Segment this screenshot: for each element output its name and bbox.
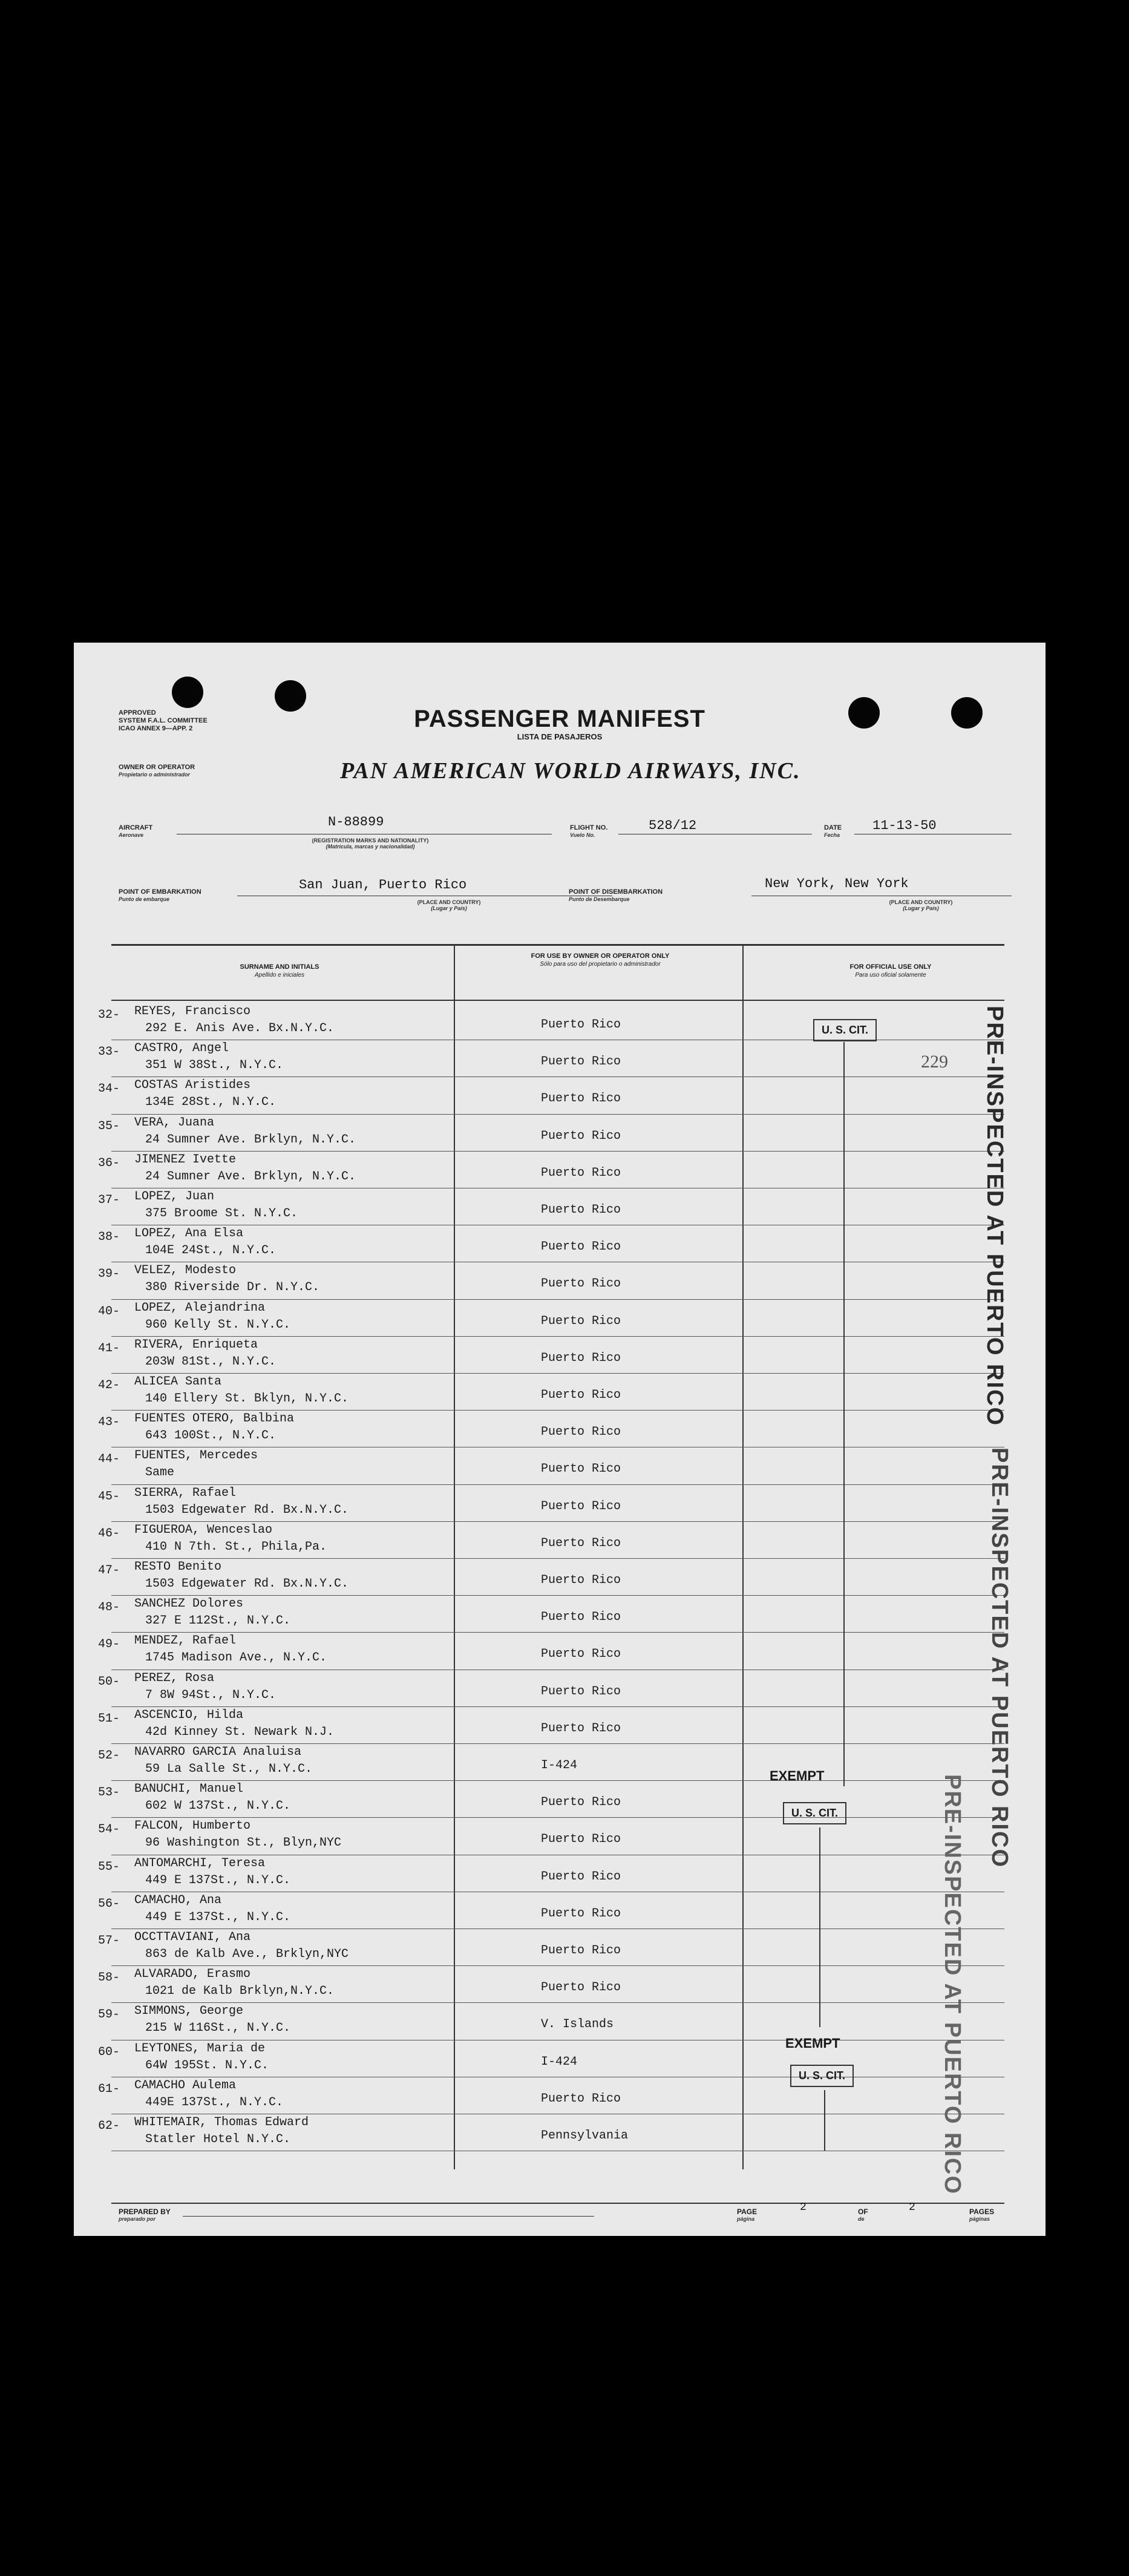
table-header-border bbox=[111, 1000, 1004, 1001]
pages-label-block bbox=[969, 2207, 994, 2222]
passenger-address: 96 Washington St., Blyn,NYC bbox=[145, 1836, 342, 1850]
row-number: 53- bbox=[98, 1786, 120, 1800]
disembark-value: New York, New York bbox=[765, 876, 909, 891]
table-top-border bbox=[111, 944, 1004, 946]
row-divider bbox=[111, 1521, 1004, 1522]
row-divider bbox=[111, 1558, 1004, 1559]
row-divider bbox=[111, 1632, 1004, 1633]
row-number: 34- bbox=[98, 1082, 120, 1096]
passenger-origin: Puerto Rico bbox=[541, 1055, 621, 1069]
column-header-owner-use-es: Sólo para uso del propietario o administrador bbox=[540, 961, 661, 968]
passenger-origin: Puerto Rico bbox=[541, 1425, 621, 1440]
row-number: 60- bbox=[98, 2045, 120, 2059]
row-number: 49- bbox=[98, 1637, 120, 1652]
flight-no-value: 528/12 bbox=[649, 818, 697, 833]
us-cit-stamp-1: U. S. CIT. bbox=[813, 1019, 877, 1041]
row-divider bbox=[111, 1373, 1004, 1374]
row-number: 40- bbox=[98, 1304, 120, 1319]
passenger-origin: Puerto Rico bbox=[541, 1906, 621, 1921]
passenger-name: FUENTES, Mercedes bbox=[134, 1449, 258, 1463]
row-divider bbox=[111, 1595, 1004, 1596]
date-label: DATE bbox=[824, 824, 842, 831]
passenger-origin: Pennsylvania bbox=[541, 2129, 629, 2143]
us-cit-line-1 bbox=[843, 1042, 845, 1786]
embark-label: POINT OF EMBARKATION bbox=[119, 888, 201, 896]
column-header-official-use bbox=[794, 963, 987, 979]
passenger-address: 449 E 137St., N.Y.C. bbox=[145, 1910, 291, 1924]
column-header-owner-use bbox=[485, 952, 715, 968]
passenger-name: MENDEZ, Rafael bbox=[134, 1634, 237, 1648]
page-label-es: página bbox=[737, 2216, 755, 2222]
passenger-name: LOPEZ, Alejandrina bbox=[134, 1300, 266, 1315]
passenger-origin: Puerto Rico bbox=[541, 1832, 621, 1847]
icao-label: ICAO ANNEX 9—APP. 2 bbox=[119, 725, 193, 732]
of-label: OF bbox=[858, 2207, 868, 2216]
passenger-address: 643 100St., N.Y.C. bbox=[145, 1429, 277, 1443]
us-cit-stamp-2: U. S. CIT. bbox=[783, 1802, 846, 1824]
row-number: 32- bbox=[98, 1008, 120, 1022]
row-number: 43- bbox=[98, 1415, 120, 1430]
passenger-address: Same bbox=[145, 1466, 175, 1480]
column-header-surname bbox=[159, 963, 401, 979]
passenger-address: Statler Hotel N.Y.C. bbox=[145, 2132, 291, 2146]
passenger-name: SIERRA, Rafael bbox=[134, 1486, 237, 1500]
row-divider bbox=[111, 1299, 1004, 1300]
passenger-name: ALVARADO, Erasmo bbox=[134, 1967, 251, 1982]
passenger-origin: Puerto Rico bbox=[541, 1684, 621, 1699]
flight-no-label-block bbox=[570, 824, 607, 838]
passenger-name: FUENTES OTERO, Balbina bbox=[134, 1412, 295, 1426]
passenger-name: ANTOMARCHI, Teresa bbox=[134, 1856, 266, 1870]
passenger-origin: Puerto Rico bbox=[541, 1092, 621, 1106]
passenger-address: 960 Kelly St. N.Y.C. bbox=[145, 1317, 291, 1332]
passenger-address: 203W 81St., N.Y.C. bbox=[145, 1354, 277, 1369]
pages-label-es: páginas bbox=[969, 2216, 990, 2222]
of-label-es: de bbox=[858, 2216, 865, 2222]
owner-label-block bbox=[119, 764, 195, 778]
date-value: 11-13-50 bbox=[872, 818, 937, 833]
date-label-block bbox=[824, 824, 842, 838]
column-header-official-use-text: FOR OFFICIAL USE ONLY bbox=[849, 963, 932, 971]
passenger-name: RESTO Benito bbox=[134, 1560, 222, 1574]
passenger-address: 292 E. Anis Ave. Bx.N.Y.C. bbox=[145, 1021, 335, 1035]
passenger-origin: Puerto Rico bbox=[541, 1462, 621, 1476]
row-number: 58- bbox=[98, 1971, 120, 1985]
preinspected-stamp-3: PRE-INSPECTED AT PUERTO RICO bbox=[940, 1774, 965, 2195]
row-number: 52- bbox=[98, 1749, 120, 1763]
row-divider bbox=[111, 1780, 1004, 1781]
flight-no-label-es: Vuelo No. bbox=[570, 832, 595, 838]
passenger-name: CAMACHO, Ana bbox=[134, 1893, 222, 1907]
passenger-address: 449E 137St., N.Y.C. bbox=[145, 2095, 284, 2109]
handwritten-number: 229 bbox=[921, 1052, 948, 1072]
passenger-address: 24 Sumner Ave. Brklyn, N.Y.C. bbox=[145, 1132, 356, 1147]
passenger-origin: Puerto Rico bbox=[541, 1240, 621, 1254]
page-subtitle: LISTA DE PASAJEROS bbox=[517, 732, 603, 741]
owner-label-es: Propietario o administrador bbox=[119, 772, 191, 778]
passenger-origin: Puerto Rico bbox=[541, 1018, 621, 1032]
row-divider bbox=[111, 1336, 1004, 1337]
row-divider bbox=[111, 1114, 1004, 1115]
passenger-name: COSTAS Aristides bbox=[134, 1078, 251, 1093]
owner-label: OWNER OR OPERATOR bbox=[119, 764, 195, 771]
row-number: 41- bbox=[98, 1341, 120, 1355]
aircraft-value: N-88899 bbox=[328, 814, 384, 830]
passenger-origin: Puerto Rico bbox=[541, 2091, 621, 2106]
passenger-name: VERA, Juana bbox=[134, 1115, 215, 1130]
passenger-name: LOPEZ, Ana Elsa bbox=[134, 1227, 244, 1241]
airline-name: PAN AMERICAN WORLD AIRWAYS, INC. bbox=[340, 758, 801, 784]
passenger-origin: V. Islands bbox=[541, 2017, 614, 2032]
of-value: 2 bbox=[909, 2201, 915, 2214]
passenger-name: WHITEMAIR, Thomas Edward bbox=[134, 2116, 309, 2129]
passenger-origin: Puerto Rico bbox=[541, 1314, 621, 1328]
disembark-place-caption-es: (Lugar y País) bbox=[903, 905, 939, 911]
aircraft-label: AIRCRAFT bbox=[119, 824, 153, 831]
passenger-name: FIGUEROA, Wenceslao bbox=[134, 1522, 273, 1537]
row-number: 37- bbox=[98, 1193, 120, 1207]
page-title: PASSENGER MANIFEST bbox=[414, 706, 705, 732]
flight-no-label: FLIGHT NO. bbox=[570, 824, 608, 831]
row-divider bbox=[111, 1410, 1004, 1411]
passenger-origin: Puerto Rico bbox=[541, 1351, 621, 1365]
column-divider-2 bbox=[742, 944, 744, 2169]
registration-caption-block bbox=[273, 837, 467, 850]
passenger-name: RIVERA, Enriqueta bbox=[134, 1337, 258, 1352]
passenger-origin: Puerto Rico bbox=[541, 1277, 621, 1291]
manifest-page bbox=[74, 643, 1046, 2236]
row-number: 39- bbox=[98, 1267, 120, 1282]
passenger-address: 134E 28St., N.Y.C. bbox=[145, 1095, 277, 1110]
passenger-address: 42d Kinney St. Newark N.J. bbox=[145, 1725, 335, 1739]
us-cit-line-2 bbox=[819, 1827, 820, 2027]
passenger-origin: Puerto Rico bbox=[541, 1869, 621, 1884]
embark-label-block bbox=[119, 888, 201, 902]
passenger-origin: Puerto Rico bbox=[541, 1610, 621, 1625]
row-divider bbox=[111, 1743, 1004, 1744]
passenger-address: 140 Ellery St. Bklyn, N.Y.C. bbox=[145, 1392, 349, 1406]
passenger-address: 215 W 116St., N.Y.C. bbox=[145, 2021, 291, 2036]
punch-hole-1 bbox=[172, 677, 203, 708]
passenger-address: 327 E 112St., N.Y.C. bbox=[145, 1614, 291, 1628]
passenger-address: 1503 Edgewater Rd. Bx.N.Y.C. bbox=[145, 1503, 349, 1517]
passenger-address: 1503 Edgewater Rd. Bx.N.Y.C. bbox=[145, 1577, 349, 1591]
exempt-stamp-1: EXEMPT bbox=[770, 1768, 825, 1783]
prepared-by-underline bbox=[183, 2216, 594, 2217]
passenger-origin: Puerto Rico bbox=[541, 1573, 621, 1587]
passenger-address: 24 Sumner Ave. Brklyn, N.Y.C. bbox=[145, 1169, 356, 1184]
passenger-name: SANCHEZ Dolores bbox=[134, 1597, 244, 1611]
page-label: PAGE bbox=[737, 2207, 758, 2216]
row-number: 51- bbox=[98, 1711, 120, 1726]
embark-value: San Juan, Puerto Rico bbox=[299, 877, 467, 893]
passenger-origin: Puerto Rico bbox=[541, 1795, 621, 1810]
preinspected-stamp-2: PRE-INSPECTED AT PUERTO RICO bbox=[987, 1447, 1012, 1869]
aircraft-label-es: Aeronave bbox=[119, 832, 144, 838]
passenger-origin: Puerto Rico bbox=[541, 1499, 621, 1513]
passenger-address: 602 W 137St., N.Y.C. bbox=[145, 1799, 291, 1814]
column-header-surname-text: SURNAME AND INITIALS bbox=[240, 963, 319, 971]
passenger-name: REYES, Francisco bbox=[134, 1005, 251, 1018]
passenger-origin: I-424 bbox=[541, 2054, 578, 2069]
embark-place-caption-es: (Lugar y País) bbox=[431, 905, 467, 911]
pages-label: PAGES bbox=[969, 2207, 995, 2216]
registration-caption: (REGISTRATION MARKS AND NATIONALITY) bbox=[312, 837, 429, 844]
row-divider bbox=[111, 1484, 1004, 1485]
row-number: 36- bbox=[98, 1156, 120, 1170]
aircraft-label-block bbox=[119, 824, 152, 838]
approved-label: APPROVED bbox=[119, 709, 156, 716]
passenger-name: ASCENCIO, Hilda bbox=[134, 1708, 244, 1722]
embark-place-caption bbox=[388, 899, 509, 911]
embark-label-es: Punto de embarque bbox=[119, 896, 170, 902]
passenger-origin: Puerto Rico bbox=[541, 1721, 621, 1735]
passenger-address: 375 Broome St. N.Y.C. bbox=[145, 1207, 298, 1221]
passenger-address: 64W 195St. N.Y.C. bbox=[145, 2058, 269, 2073]
row-number: 44- bbox=[98, 1452, 120, 1467]
row-number: 56- bbox=[98, 1896, 120, 1911]
passenger-address: 1745 Madison Ave., N.Y.C. bbox=[145, 1651, 327, 1665]
row-number: 38- bbox=[98, 1230, 120, 1245]
prepared-by-label-es: preparado por bbox=[119, 2216, 156, 2222]
passenger-name: CAMACHO Aulema bbox=[134, 2078, 237, 2093]
passenger-origin: Puerto Rico bbox=[541, 1647, 621, 1662]
row-divider bbox=[111, 1706, 1004, 1707]
row-number: 50- bbox=[98, 1674, 120, 1689]
column-header-surname-es: Apellido e iniciales bbox=[254, 972, 305, 978]
passenger-origin: Puerto Rico bbox=[541, 1388, 621, 1402]
passenger-name: BANUCHI, Manuel bbox=[134, 1782, 244, 1797]
preinspected-stamp-1: PRE-INSPECTED AT PUERTO RICO bbox=[982, 1006, 1007, 1427]
disembark-label-es: Punto de Desembarque bbox=[569, 896, 630, 902]
row-number: 35- bbox=[98, 1119, 120, 1133]
passenger-name: LOPEZ, Juan bbox=[134, 1190, 215, 1204]
us-cit-line-3 bbox=[824, 2090, 825, 2151]
column-header-owner-use-text: FOR USE BY OWNER OR OPERATOR ONLY bbox=[531, 952, 670, 960]
row-number: 42- bbox=[98, 1378, 120, 1392]
page-label-block bbox=[737, 2207, 757, 2222]
page-value: 2 bbox=[800, 2201, 807, 2214]
passenger-name: PEREZ, Rosa bbox=[134, 1671, 215, 1685]
passenger-name: OCCTTAVIANI, Ana bbox=[134, 1930, 251, 1944]
passenger-origin: Puerto Rico bbox=[541, 1165, 621, 1180]
passenger-address: 104E 24St., N.Y.C. bbox=[145, 1244, 277, 1258]
passenger-address: 59 La Salle St., N.Y.C. bbox=[145, 1762, 313, 1776]
row-number: 45- bbox=[98, 1489, 120, 1504]
disembark-place-caption-en: (PLACE AND COUNTRY) bbox=[889, 899, 953, 905]
passenger-name: SIMMONS, George bbox=[134, 2004, 244, 2019]
row-number: 57- bbox=[98, 1934, 120, 1948]
footer-border bbox=[111, 2203, 1004, 2204]
column-header-official-use-es: Para uso oficial solamente bbox=[855, 972, 926, 978]
passenger-name: JIMENEZ Ivette bbox=[134, 1152, 237, 1167]
row-number: 48- bbox=[98, 1601, 120, 1615]
passenger-address: 863 de Kalb Ave., Brklyn,NYC bbox=[145, 1947, 349, 1961]
passenger-origin: Puerto Rico bbox=[541, 1536, 621, 1550]
passenger-origin: Puerto Rico bbox=[541, 1944, 621, 1958]
passenger-name: NAVARRO GARCIA Analuisa bbox=[134, 1745, 302, 1759]
of-label-block bbox=[858, 2207, 868, 2222]
prepared-by-label: PREPARED BY bbox=[119, 2207, 171, 2216]
passenger-address: 410 N 7th. St., Phila,Pa. bbox=[145, 1539, 327, 1554]
disembark-label: POINT OF DISEMBARKATION bbox=[569, 888, 663, 896]
passenger-origin: Puerto Rico bbox=[541, 1203, 621, 1217]
passenger-name: CASTRO, Angel bbox=[134, 1041, 229, 1056]
embark-place-caption-en: (PLACE AND COUNTRY) bbox=[417, 899, 481, 905]
passenger-origin: I-424 bbox=[541, 1758, 578, 1772]
row-number: 54- bbox=[98, 1823, 120, 1837]
passenger-address: 1021 de Kalb Brklyn,N.Y.C. bbox=[145, 1984, 335, 1999]
row-divider bbox=[111, 1817, 1004, 1818]
row-number: 47- bbox=[98, 1564, 120, 1578]
row-number: 55- bbox=[98, 1860, 120, 1874]
passenger-origin: Puerto Rico bbox=[541, 1129, 621, 1143]
passenger-address: 380 Riverside Dr. N.Y.C. bbox=[145, 1280, 320, 1295]
passenger-name: VELEZ, Modesto bbox=[134, 1263, 237, 1278]
disembark-place-caption bbox=[860, 899, 981, 911]
disembark-label-block bbox=[569, 888, 663, 902]
row-divider bbox=[111, 1965, 1004, 1966]
passenger-name: LEYTONES, Maria de bbox=[134, 2041, 266, 2056]
passenger-address: 7 8W 94St., N.Y.C. bbox=[145, 1688, 277, 1702]
prepared-by-block bbox=[119, 2207, 171, 2222]
registration-caption-es: (Matrícula, marcas y nacionalidad) bbox=[326, 844, 415, 850]
passenger-address: 351 W 38St., N.Y.C. bbox=[145, 1058, 284, 1073]
row-number: 46- bbox=[98, 1526, 120, 1541]
passenger-name: FALCON, Humberto bbox=[134, 1819, 251, 1834]
exempt-stamp-2: EXEMPT bbox=[785, 2036, 840, 2051]
row-number: 33- bbox=[98, 1045, 120, 1060]
row-divider bbox=[111, 2002, 1004, 2003]
passenger-origin: Puerto Rico bbox=[541, 1981, 621, 1995]
row-number: 59- bbox=[98, 2008, 120, 2022]
date-label-es: Fecha bbox=[824, 832, 840, 838]
row-number: 61- bbox=[98, 2082, 120, 2096]
row-divider bbox=[111, 1151, 1004, 1152]
us-cit-stamp-3: U. S. CIT. bbox=[790, 2065, 854, 2087]
row-number: 62- bbox=[98, 2119, 120, 2133]
column-divider-1 bbox=[454, 944, 455, 2169]
passenger-name: ALICEA Santa bbox=[134, 1375, 222, 1389]
passenger-address: 449 E 137St., N.Y.C. bbox=[145, 1873, 291, 1887]
system-label: SYSTEM F.A.L. COMMITTEE bbox=[119, 717, 208, 724]
